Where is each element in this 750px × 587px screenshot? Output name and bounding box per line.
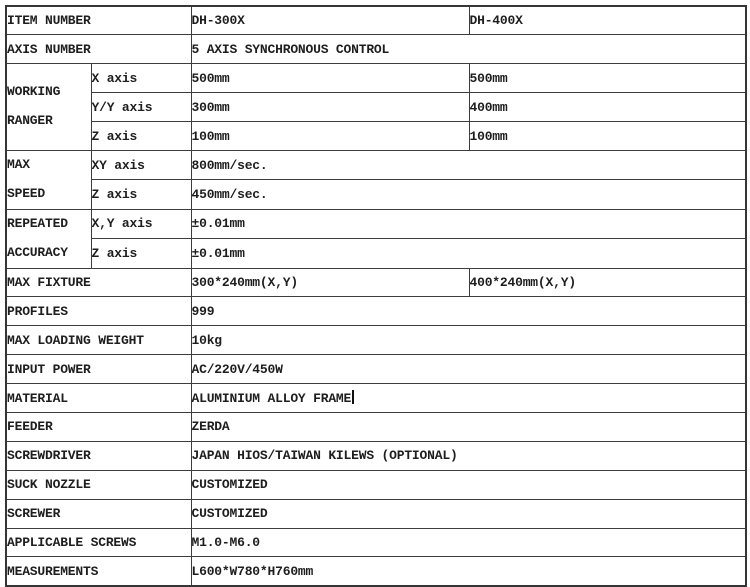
repeated-accuracy-z-value: ±0.01mm xyxy=(191,239,746,268)
table-row-applicable-screws xyxy=(6,528,746,557)
table-row-feeder xyxy=(6,413,746,442)
max-fixture-model-b: 400*240mm(X,Y) xyxy=(469,268,746,297)
max-speed-label-line1: MAX xyxy=(7,156,30,172)
table-row-max-speed-xy xyxy=(6,150,746,179)
working-range-x-axis-label: X axis xyxy=(91,64,191,93)
screwdriver-label: SCREWDRIVER xyxy=(6,441,191,470)
working-range-label-line1: WORKING xyxy=(7,84,61,100)
max-speed-z-value: 450mm/sec. xyxy=(191,180,746,209)
working-range-group-label xyxy=(6,64,91,151)
table-row-max-loading-weight xyxy=(6,326,746,355)
table-row-max-fixture xyxy=(6,268,746,297)
table-row-suck-nozzle xyxy=(6,470,746,499)
max-fixture-model-a: 300*240mm(X,Y) xyxy=(191,268,469,297)
suck-nozzle-value: CUSTOMIZED xyxy=(191,470,746,499)
repeated-accuracy-label-line2: ACCURACY xyxy=(7,244,68,260)
input-power-label: INPUT POWER xyxy=(6,355,191,384)
repeated-accuracy-z-axis-label: Z axis xyxy=(91,239,191,268)
screwer-label: SCREWER xyxy=(6,499,191,528)
working-range-x-model-b: 500mm xyxy=(469,64,746,93)
max-speed-xy-value: 800mm/sec. xyxy=(191,150,746,179)
working-range-z-model-a: 100mm xyxy=(191,122,469,151)
profiles-value: 999 xyxy=(191,297,746,326)
working-range-z-model-b: 100mm xyxy=(469,122,746,151)
repeated-accuracy-xy-value: ±0.01mm xyxy=(191,209,746,238)
working-range-y-axis-label: Y/Y axis xyxy=(91,93,191,122)
input-power-value: AC/220V/450W xyxy=(191,355,746,384)
applicable-screws-value: M1.0-M6.0 xyxy=(191,528,746,557)
item-number-model-b: DH-400X xyxy=(469,6,746,35)
table-row-working-range-x xyxy=(6,64,746,93)
table-row-screwer xyxy=(6,499,746,528)
table-row-material xyxy=(6,384,746,413)
profiles-label: PROFILES xyxy=(6,297,191,326)
axis-number-label: AXIS NUMBER xyxy=(6,35,191,64)
max-loading-weight-label: MAX LOADING WEIGHT xyxy=(6,326,191,355)
table-row-axis-number xyxy=(6,35,746,64)
table-row-item-number xyxy=(6,6,746,35)
working-range-y-model-a: 300mm xyxy=(191,93,469,122)
working-range-y-model-b: 400mm xyxy=(469,93,746,122)
max-speed-label-line2: SPEED xyxy=(7,185,46,201)
working-range-x-model-a: 500mm xyxy=(191,64,469,93)
table-row-input-power xyxy=(6,355,746,384)
table-row-repeated-accuracy-xy xyxy=(6,209,746,238)
table-row-working-range-z xyxy=(6,122,746,151)
table-row-screwdriver xyxy=(6,441,746,470)
screwer-value: CUSTOMIZED xyxy=(191,499,746,528)
material-label: MATERIAL xyxy=(6,384,191,413)
max-speed-xy-axis-label: XY axis xyxy=(91,150,191,179)
max-speed-z-axis-label: Z axis xyxy=(91,180,191,209)
repeated-accuracy-label-line1: REPEATED xyxy=(7,215,68,231)
max-fixture-label: MAX FIXTURE xyxy=(6,268,191,297)
axis-number-value: 5 AXIS SYNCHRONOUS CONTROL xyxy=(191,35,746,64)
table-row-repeated-accuracy-z xyxy=(6,239,746,268)
measurements-value: L600*W780*H760mm xyxy=(191,557,746,586)
table-row-profiles xyxy=(6,297,746,326)
applicable-screws-label: APPLICABLE SCREWS xyxy=(6,528,191,557)
material-value-text: ALUMINIUM ALLOY FRAME xyxy=(191,391,352,407)
suck-nozzle-label: SUCK NOZZLE xyxy=(6,470,191,499)
repeated-accuracy-group-label xyxy=(6,209,91,268)
working-range-label-line2: RANGER xyxy=(7,113,53,129)
feeder-value: ZERDA xyxy=(191,413,746,442)
repeated-accuracy-xy-axis-label: X,Y axis xyxy=(91,209,191,238)
max-loading-weight-value: 10kg xyxy=(191,326,746,355)
feeder-label: FEEDER xyxy=(6,413,191,442)
screwdriver-value: JAPAN HIOS/TAIWAN KILEWS (OPTIONAL) xyxy=(191,441,746,470)
table-row-measurements xyxy=(6,557,746,586)
item-number-model-a: DH-300X xyxy=(191,6,469,35)
spec-table xyxy=(5,5,747,587)
working-range-z-axis-label: Z axis xyxy=(91,122,191,151)
table-row-working-range-y xyxy=(6,93,746,122)
item-number-label: ITEM NUMBER xyxy=(6,6,191,35)
material-value-editable[interactable] xyxy=(191,384,746,413)
text-cursor-icon xyxy=(352,390,354,404)
max-speed-group-label xyxy=(6,150,91,209)
measurements-label: MEASUREMENTS xyxy=(6,557,191,586)
table-row-max-speed-z xyxy=(6,180,746,209)
